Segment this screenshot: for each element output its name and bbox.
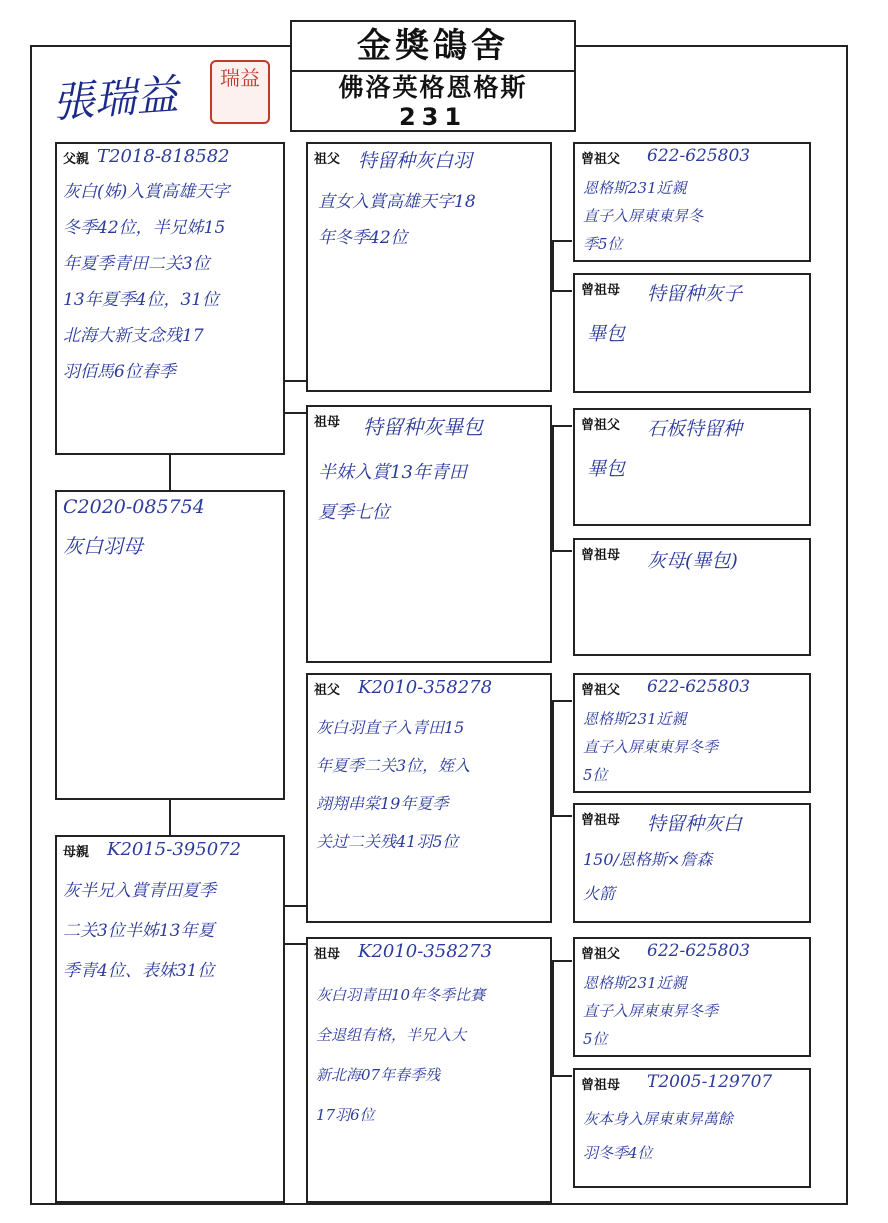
maternal-grandmother-box: [306, 937, 552, 1203]
connector-line: [169, 455, 171, 490]
gg3-ring: 石板特留种: [647, 418, 743, 440]
gg4-ring: 灰母(畢包): [647, 550, 738, 572]
mother-ring: K2015-395072: [107, 839, 242, 860]
great-grandmother-box-4: 曾祖母 T2005-129707 灰本身入屏東東昇萬餘 羽冬季4位: [573, 1068, 811, 1188]
paternal-grandmother-label: 祖母: [314, 415, 341, 430]
maternal-grandmother-notes: 灰白羽青田10年冬季比賽 全退组有格，半兄入大 新北海07年春季残 17羽6位: [316, 986, 486, 1124]
loft-name: 金獎鴿舍: [292, 22, 574, 72]
connector-line: [552, 240, 572, 242]
great-grandmother-box-3: 曾祖母 特留种灰白 150/恩格斯×詹森 火箭: [573, 803, 811, 923]
connector-line: [552, 425, 572, 427]
connector-line: [552, 290, 572, 292]
great-grandfather-box-2: 曾祖父 石板特留种 畢包: [573, 408, 811, 526]
great-grandfather-box-1: 曾祖父 622-625803 恩格斯231近親 直子入屏東東昇冬 季5位: [573, 142, 811, 262]
paternal-grandfather-ring: 特留种灰白羽: [358, 150, 473, 172]
connector-line: [552, 425, 554, 550]
father-box: [55, 142, 285, 455]
great-grandmother-box-1: 曾祖母 特留种灰子 畢包: [573, 273, 811, 393]
pigeon-number: 231: [398, 103, 468, 131]
connector-line: [552, 240, 554, 290]
paternal-grandfather-box: [306, 142, 552, 392]
mother-label: 母親: [63, 845, 90, 860]
maternal-grandfather-notes: 灰白羽直子入青田15 年夏季二关3位，姪入 翊翔串棠19年夏季 关过二关残41羽5位: [316, 718, 471, 851]
maternal-grandfather-label: 祖父: [314, 683, 341, 698]
connector-line: [552, 700, 554, 815]
gg2-notes: 畢包: [587, 323, 626, 345]
paternal-grandmother-ring: 特留种灰畢包: [363, 415, 483, 439]
title-box: [290, 20, 576, 132]
breed-name: 佛洛英格恩格斯: [338, 73, 528, 102]
connector-line: [552, 1075, 572, 1077]
connector-line: [169, 800, 171, 835]
connector-line: [552, 960, 554, 1075]
gg6-notes: 150/恩格斯×詹森 火箭: [583, 850, 713, 903]
pigeon-box: [55, 490, 285, 800]
paternal-grandmother-notes: 半妹入賞13年青田 夏季七位: [318, 462, 467, 523]
maternal-grandmother-label: 祖母: [314, 947, 341, 962]
paternal-grandmother-box: [306, 405, 552, 663]
father-label: 父親: [63, 152, 90, 167]
gg1-ring: 622-625803: [647, 146, 751, 166]
father-ring: T2018-818582: [97, 146, 230, 167]
maternal-grandfather-ring: K2010-358278: [358, 677, 493, 698]
connector-line: [552, 815, 572, 817]
gg5-notes: 恩格斯231近親 直子入屏東東昇冬季 5位: [583, 710, 719, 784]
great-grandmother-box-2: 曾祖母 灰母(畢包): [573, 538, 811, 656]
gg7-notes: 恩格斯231近親 直子入屏東東昇冬季 5位: [583, 974, 719, 1048]
great-grandfather-box-3: 曾祖父 622-625803 恩格斯231近親 直子入屏東東昇冬季 5位: [573, 673, 811, 793]
mother-box: [55, 835, 285, 1203]
pigeon-notes: 灰白羽母: [63, 534, 143, 558]
paternal-grandfather-label: 祖父: [314, 152, 341, 167]
connector-line: [552, 960, 572, 962]
gg8-ring: T2005-129707: [647, 1072, 773, 1092]
gg5-ring: 622-625803: [647, 677, 751, 697]
gg2-ring: 特留种灰子: [647, 283, 743, 305]
gg7-ring: 622-625803: [647, 941, 751, 961]
connector-line: [283, 943, 306, 945]
gg6-ring: 特留种灰白: [647, 813, 743, 835]
gg1-notes: 恩格斯231近親 直子入屏東東昇冬 季5位: [583, 179, 704, 253]
maternal-grandfather-box: [306, 673, 552, 923]
pigeon-ring: C2020-085754: [63, 496, 205, 518]
gg8-notes: 灰本身入屏東東昇萬餘 羽冬季4位: [583, 1110, 734, 1162]
connector-line: [552, 700, 572, 702]
gg3-notes: 畢包: [587, 458, 626, 480]
connector-line: [283, 905, 306, 907]
connector-line: [552, 550, 572, 552]
signature: 張瑞益: [50, 69, 180, 128]
red-seal-stamp: 瑞益: [210, 60, 270, 124]
mother-notes: 灰半兄入賞青田夏季 二关3位半姊13年夏 季青4位、表妹31位: [63, 881, 216, 981]
great-grandfather-box-4: 曾祖父 622-625803 恩格斯231近親 直子入屏東東昇冬季 5位: [573, 937, 811, 1057]
connector-line: [283, 412, 306, 414]
maternal-grandmother-ring: K2010-358273: [358, 941, 493, 962]
connector-line: [283, 380, 306, 382]
father-notes: 灰白(姊)入賞高雄天字 冬季42位，半兄姊15 年夏季青田二关3位 13年夏季4位，31位 北海大新支念残17 羽佰馬6位春季: [63, 182, 230, 382]
paternal-grandfather-notes: 直女入賞高雄天字18 年冬季42位: [318, 192, 476, 248]
